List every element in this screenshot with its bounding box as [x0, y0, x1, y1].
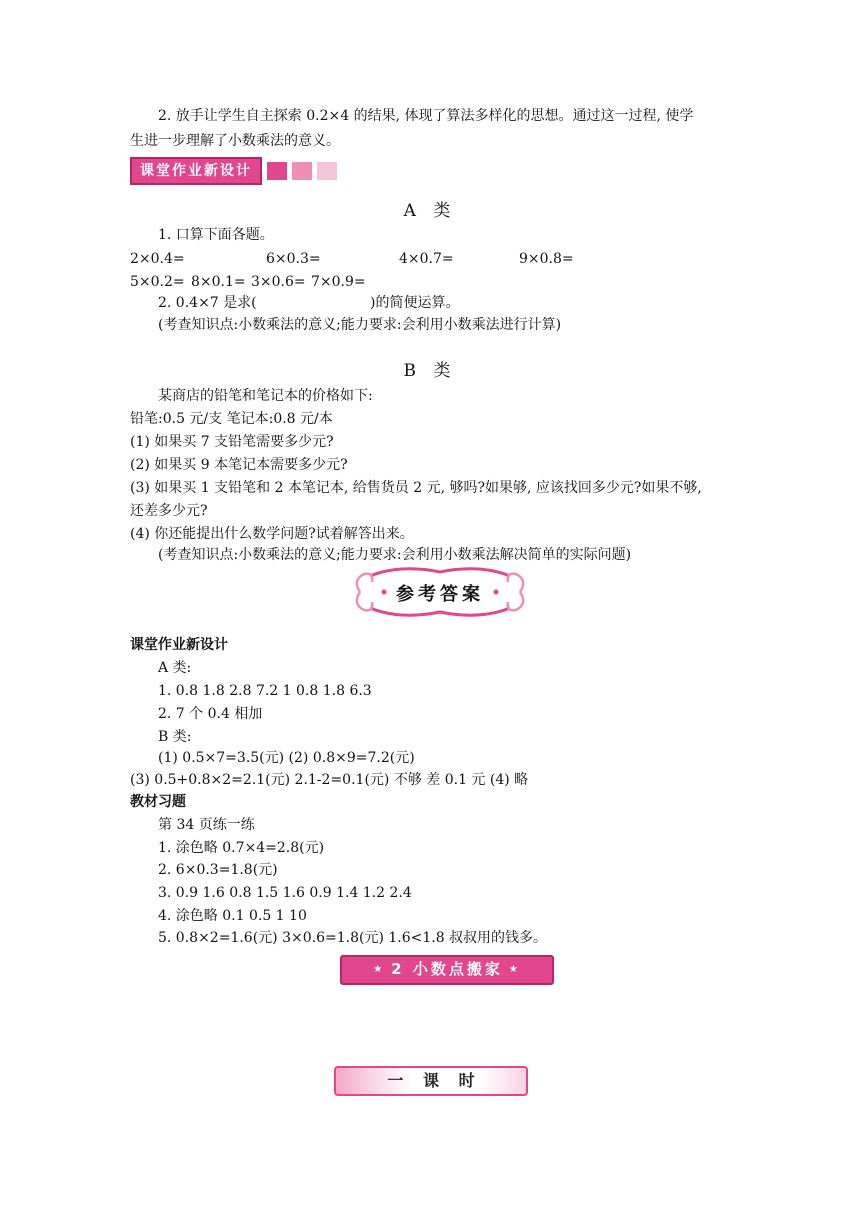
banner-square-1 — [267, 162, 287, 180]
calc-row1-3: 4×0.7= — [399, 251, 454, 267]
class-b-q3-line2: 还差多少元? — [130, 503, 208, 519]
class-b-q4: (4) 你还能提出什么数学问题?试着解答出来。 — [130, 526, 414, 542]
calc-row1-4: 9×0.8= — [519, 251, 574, 267]
class-a-q2-post: )的简便运算。 — [370, 295, 460, 311]
calc-row1-1: 2×0.4= — [130, 251, 185, 267]
answers-b2: (3) 0.5+0.8×2=2.1(元) 2.1-2=0.1(元) 不够 差 0.1 元 (4) 略 — [130, 772, 529, 788]
section-banner-label: 课堂作业新设计 — [130, 157, 262, 185]
class-b-q1: (1) 如果买 7 支铅笔需要多少元? — [130, 434, 334, 450]
intro-line-1: 2. 放手让学生自主探索 0.2×4 的结果, 体现了算法多样化的思想。通过这一过程, 使学 — [158, 108, 694, 124]
calc-row2-1: 5×0.2= — [130, 274, 185, 290]
star-icon: ★ — [508, 963, 521, 975]
answers-title-ornament — [350, 562, 530, 622]
class-b-prices: 铅笔:0.5 元/支 笔记本:0.8 元/本 — [130, 411, 333, 427]
answers-t0: 第 34 页练一练 — [158, 817, 255, 833]
class-b-q3-line1: (3) 如果买 1 支铅笔和 2 本笔记本, 给售货员 2 元, 够吗?如果够, 应该找回多少元?如果不够, — [130, 480, 702, 496]
answers-title: 参考答案 — [396, 584, 484, 605]
banner-square-2 — [292, 162, 312, 180]
star-icon: ★ — [373, 963, 386, 975]
class-a-title: A 类 — [403, 201, 457, 221]
answers-a1: 1. 0.8 1.8 2.8 7.2 1 0.8 1.8 6.3 — [158, 683, 372, 699]
class-b-note: (考查知识点:小数乘法的意义;能力要求:会利用小数乘法解决简单的实际问题) — [158, 547, 632, 563]
unit-banner-label: 2 小数点搬家 — [391, 960, 503, 979]
intro-line-2: 生进一步理解了小数乘法的意义。 — [130, 133, 340, 149]
answers-a-label: A 类: — [158, 660, 192, 676]
unit-banner — [340, 955, 554, 985]
class-a-q1: 1. 口算下面各题。 — [158, 227, 274, 243]
answers-b1: (1) 0.5×7=3.5(元) (2) 0.8×9=7.2(元) — [158, 750, 415, 766]
answers-heading-2: 教材习题 — [130, 794, 186, 810]
answers-t3: 3. 0.9 1.6 0.8 1.5 1.6 0.9 1.4 1.2 2.4 — [158, 885, 412, 901]
answers-t1: 1. 涂色略 0.7×4=2.8(元) — [158, 840, 325, 856]
calc-row2-3: 3×0.6= — [251, 274, 306, 290]
answers-b-label: B 类: — [158, 729, 192, 745]
class-b-title: B 类 — [403, 361, 457, 381]
section-banner — [130, 159, 337, 183]
answers-t5: 5. 0.8×2=1.6(元) 3×0.6=1.8(元) 1.6<1.8 叔叔用的钱多。 — [158, 930, 548, 946]
answers-a2: 2. 7 个 0.4 相加 — [158, 706, 263, 722]
answers-heading-1: 课堂作业新设计 — [130, 637, 228, 653]
lesson-banner — [334, 1066, 528, 1096]
class-a-q2-pre: 2. 0.4×7 是求( — [158, 295, 257, 311]
calc-row2-2: 8×0.1= — [191, 274, 246, 290]
class-a-note: (考查知识点:小数乘法的意义;能力要求:会利用小数乘法进行计算) — [158, 317, 562, 333]
calc-row2-4: 7×0.9= — [311, 274, 366, 290]
banner-square-3 — [317, 162, 337, 180]
answers-t2: 2. 6×0.3=1.8(元) — [158, 862, 278, 878]
calc-row1-2: 6×0.3= — [266, 251, 321, 267]
class-b-q2: (2) 如果买 9 本笔记本需要多少元? — [130, 457, 348, 473]
class-b-intro: 某商店的铅笔和笔记本的价格如下: — [158, 388, 373, 404]
answers-t4: 4. 涂色略 0.1 0.5 1 10 — [158, 908, 307, 924]
lesson-banner-label: 一 课 时 — [387, 1071, 475, 1091]
